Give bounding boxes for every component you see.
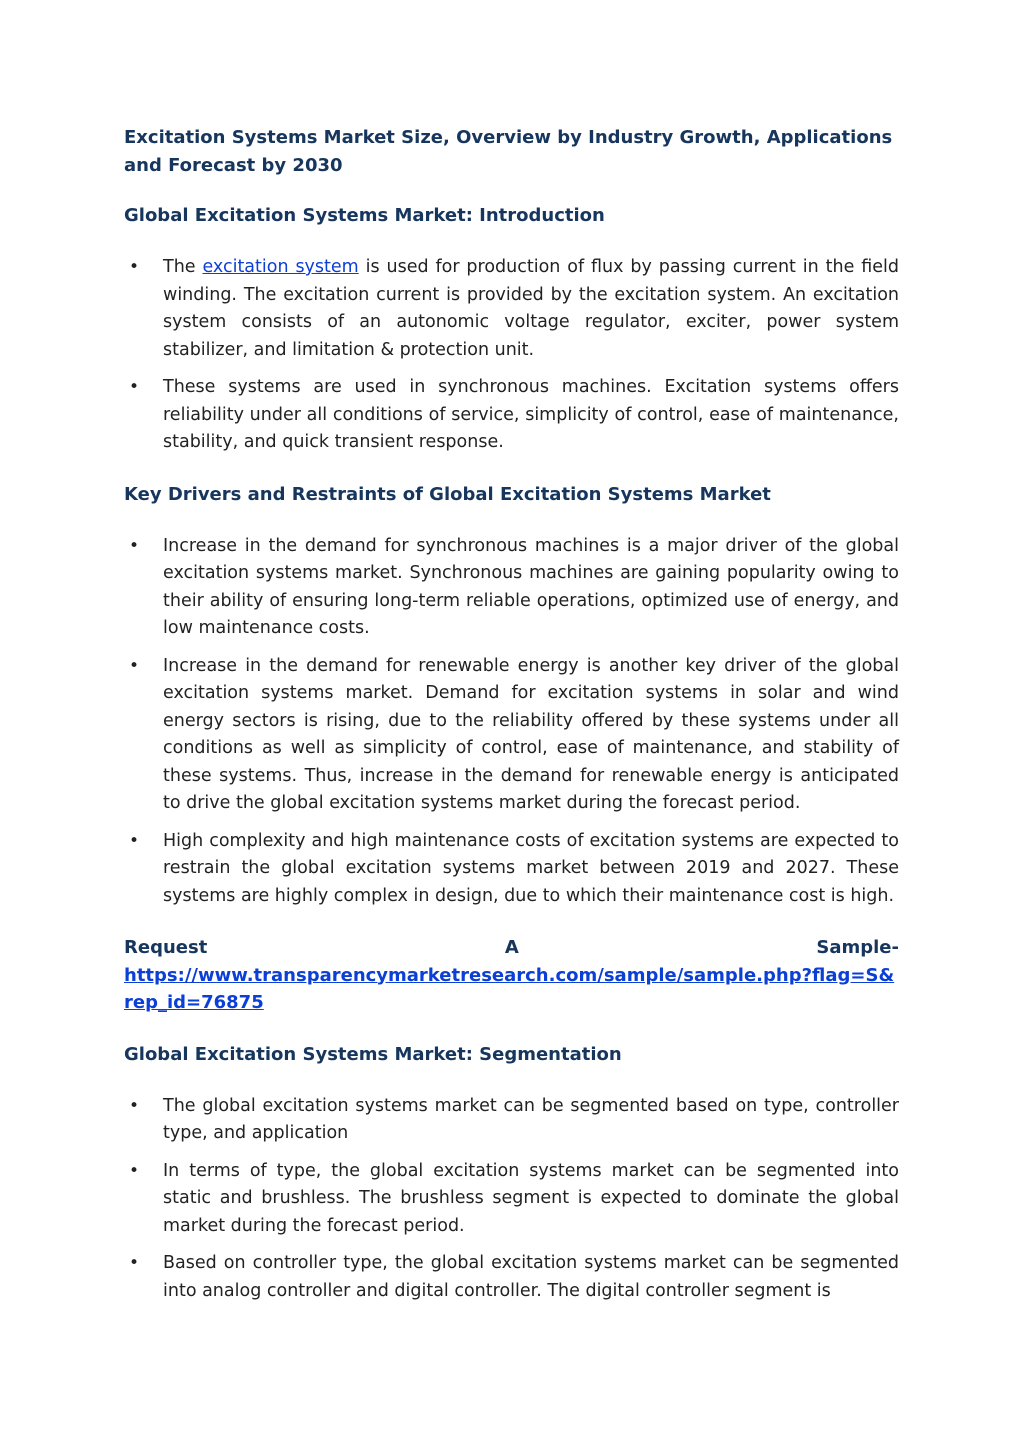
bullet-icon: • — [129, 535, 140, 556]
bullet-icon: • — [129, 655, 140, 676]
list-item — [124, 374, 899, 457]
intro-bullet2-text: These systems are used in synchronous machines. Excitation systems offers reliability under all conditions of service, simplicity of control, ease of maintenance, stability, and quick transient response. — [163, 377, 899, 452]
intro-bullet1-prefix: The — [163, 257, 203, 277]
bullet-icon: • — [129, 830, 140, 851]
drivers-list — [124, 533, 899, 911]
list-item — [124, 533, 899, 643]
intro-heading: Global Excitation Systems Market: Introduction — [124, 205, 605, 226]
bullet-icon: • — [129, 1160, 140, 1181]
drivers-bullet-text: Increase in the demand for synchronous machines is a major driver of the global excitation systems market. Synchronous machines are gaining popularity owing to their ability of ensuring long-term reliable operations, optimized use of energy, and low maintenance costs. — [163, 535, 899, 638]
request-word: Sample- — [816, 937, 899, 958]
drivers-bullet-text: Increase in the demand for renewable energy is another key driver of the global excitation systems market. Demand for excitation systems in solar and wind energy sectors is rising, due to the reliability offered by these systems under all conditions as well as simplicity of control, ease of maintenance, and stability of these systems. Thus, increase in the demand for renewable energy is anticipated to drive the global excitation systems market during the forecast period. — [163, 655, 899, 813]
list-item — [124, 1158, 899, 1241]
bullet-icon: • — [129, 377, 140, 397]
bullet-icon: • — [129, 1253, 140, 1273]
segmentation-bullet-text: In terms of type, the global excitation systems market can be segmented into static and brushless. The brushless segment is expected to dominate the global market during the forecast period. — [163, 1160, 899, 1236]
document-title: Excitation Systems Market Size, Overview by Industry Growth, Applications and Forecast by 2030 — [124, 127, 893, 176]
list-item — [124, 653, 899, 818]
request-word: A — [504, 937, 519, 958]
list-item — [124, 1093, 899, 1148]
list-item — [124, 254, 899, 364]
segmentation-bullet-text: The global excitation systems market can be segmented based on type, controller type, and application — [163, 1095, 899, 1143]
list-item — [124, 1250, 899, 1305]
request-sample-block — [124, 934, 899, 1017]
intro-bullet1-suffix: is used for production of flux by passing current in the field winding. The excitation current is provided by the excitation system. An excitation system consists of an autonomic voltage regulator, exciter, power system stabilizer, and limitation & protection unit. — [163, 257, 899, 360]
segmentation-list — [124, 1093, 899, 1306]
drivers-bullet-text: High complexity and high maintenance costs of excitation systems are expected to restrain the global excitation systems market between 2019 and 2027. These systems are highly complex in design, due to which their maintenance cost is high. — [163, 830, 899, 906]
request-word: Request — [124, 937, 208, 958]
bullet-icon: • — [129, 1095, 140, 1116]
document-page — [124, 124, 899, 1329]
segmentation-bullet-text: Based on controller type, the global excitation systems market can be segmented into analog controller and digital controller. The digital controller segment is — [163, 1253, 899, 1301]
intro-list — [124, 254, 899, 457]
segmentation-heading: Global Excitation Systems Market: Segmentation — [124, 1043, 622, 1065]
excitation-system-link[interactable]: excitation system — [202, 257, 359, 277]
drivers-heading: Key Drivers and Restraints of Global Excitation Systems Market — [124, 483, 771, 505]
list-item — [124, 828, 899, 911]
request-sample-link[interactable]: https://www.transparencymarketresearch.com/sample/sample.php?flag=S&rep_id=76875 — [124, 964, 895, 1013]
bullet-icon: • — [129, 257, 140, 277]
request-sample-label — [124, 934, 899, 962]
